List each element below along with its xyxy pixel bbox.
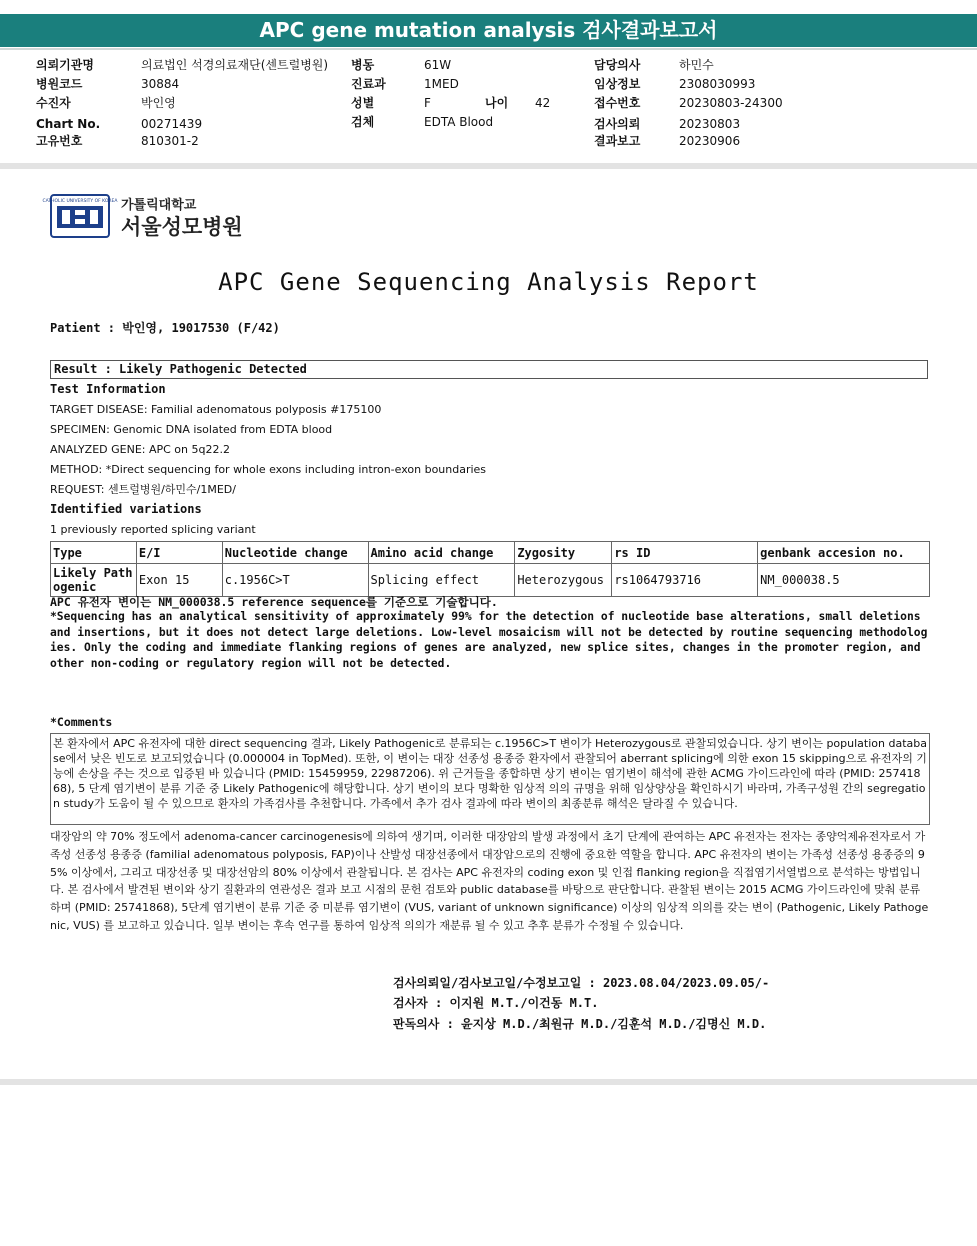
physicians: 판독의사 : 윤지상 M.D./최원규 M.D./김훈석 M.D./김명신 M.D.: [393, 1017, 767, 1031]
background-paragraph: 대장암의 약 70% 정도에서 adenoma-cancer carcinogenesis에 의하여 생기며, 이러한 대장암의 발생 과정에서 초기 단계에 관여하는 APC 유전자는 전자는 종양억제유전자로서 가족성 선종성 용종증 (familial adenomatous polyposis, FAP)이나 산발성 대장선종에서 대장암으로의 진행에 중요한 역할을 합니다. APC 유전자의 변이는 가족성 선종성 용종증의 95% 이상에서, 그리고 대장선종 및 대장선암의 80% 이상에서 관찰됩니다. 본 검사는 APC 유전자의 coding exon 및 인접 flanking region을 직접염기서열법으로 분석하는 방법입니다. 본 검사에서 발견된 변이와 상기 질환과의 연관성은 결과 보고 시점의 문헌 검토와 public database를 바탕으로 판단합니다. 관찰된 변이는 2015 ACMG 가이드라인에 맞춰 분류하며 (PMID: 25741868), 5단계 염기변이 분류 기준 중 미분류 염기변이 (VUS, variant of unknown significance) 이상의 임상적 의의를 갖는 변이 (Pathogenic, Likely Pathogenic, VUS) 를 보고하고 있습니다. 일부 변이는 후속 연구를 통하여 임상적 의의가 재분류 될 수 있고 추후 분류가 수정될 수 있습니다.: [50, 830, 929, 932]
report-dates: 검사의뢰일/검사보고일/수정보고일 : 2023.08.04/2023.09.05/-: [393, 976, 770, 990]
header-label: 병동: [351, 58, 375, 72]
header-value: 20230803: [679, 117, 741, 131]
table-cell: Likely Pathogenic: [51, 564, 137, 597]
header-value: 2308030993: [679, 77, 756, 91]
header-value: 61W: [424, 58, 452, 72]
header-label: 접수번호: [594, 96, 641, 110]
logo-university: 가톨릭대학교: [121, 198, 197, 213]
specimen: SPECIMEN: Genomic DNA isolated from EDTA blood: [50, 423, 333, 436]
table-cell: Splicing effect: [368, 564, 515, 597]
header-divider: [0, 163, 977, 169]
header-label: Chart No.: [36, 117, 101, 131]
table-header-cell: genbank accesion no.: [758, 542, 930, 564]
header-label: 성별: [351, 96, 375, 110]
report-title-bar: APC gene mutation analysis 검사결과보고서: [0, 14, 977, 47]
header-label: 수진자: [36, 96, 71, 110]
table-cell: Heterozygous: [515, 564, 612, 597]
logo-seal-text: CATHOLIC UNIVERSITY OF KOREA: [42, 199, 118, 204]
table-cell: Exon 15: [136, 564, 222, 597]
variations-heading: Identified variations: [50, 502, 202, 516]
sensitivity-note: *Sequencing has an analytical sensitivity of approximately 99% for the detection of nucleotide base alterations, small deletions and insertions, but it does not detect large deletions. Low-level mosaicism will not be detected by routine sequencing methodologies. Only the coding and immediate flanking regions of genes are analyzed, new splice sites, changes in the promoter region, and other non-coding or regulatory region will not be detected.: [50, 610, 928, 671]
header-value: 00271439: [141, 117, 203, 131]
variant-table: [50, 541, 930, 597]
header-divider-top: [0, 48, 977, 50]
table-header-cell: Type: [51, 542, 137, 564]
table-header-cell: E/I: [136, 542, 222, 564]
header-label: 나이: [485, 96, 509, 110]
header-value: 박인영: [141, 96, 176, 110]
header-label: 결과보고: [594, 134, 641, 148]
header-label: 의뢰기관명: [36, 58, 94, 72]
header-value: EDTA Blood: [424, 115, 494, 129]
header-label: 병원코드: [36, 77, 83, 91]
comments-box: 본 환자에서 APC 유전자에 대한 direct sequencing 결과, Likely Pathogenic로 분류되는 c.1956C>T 변이가 Heterozygous로 관찰되었습니다. 상기 변이는 population database에서 낮은 빈도로 보고되었습니다 (0.000004 in TopMed). 또한, 이 변이는 대장 선종성 용종증 환자에서 관찰되어 aberrant splicing에 의한 exon 15 skipping으로 유전자의 기능에 손상을 주는 것으로 입증된 바 있습니다 (PMID: 15459959, 22987206). 위 근거들을 종합하면 상기 변이는 염기변이 해석에 관한 ACMG 가이드라인에 따라 (PMID: 25741868), 5 단계 염기변이 분류 기준 중 Likely Pathogenic에 해당합니다. 상기 변이의 보다 명확한 임상적 의의 규명을 위해 임상양상을 확인하시기 바라며, 가족구성원 간의 segregation study가 도움이 될 수 있으므로 환자의 가족검사를 추천합니다. 가족에서 추가 검사 결과에 따라 변이의 최종분류 해석은 달라질 수 있습니다.: [50, 733, 930, 825]
table-cell: c.1956C>T: [222, 564, 368, 597]
header-value: 30884: [141, 77, 180, 91]
header-label: 진료과: [351, 77, 386, 91]
test-info-heading: Test Information: [50, 382, 166, 396]
reference-note: APC 유전자 변이는 NM_000038.5 reference sequence를 기준으로 기술합니다.: [50, 595, 498, 609]
header-value: 의료법인 석경의료재단(센트럴병원): [141, 58, 329, 72]
variations-summary: 1 previously reported splicing variant: [50, 523, 256, 536]
analyzed-gene: ANALYZED GENE: APC on 5q22.2: [50, 443, 230, 456]
header-value: 20230803-24300: [679, 96, 783, 110]
table-header-cell: Nucleotide change: [222, 542, 368, 564]
request: REQUEST: 센트럴병원/하민수/1MED/: [50, 483, 236, 496]
report-heading: APC Gene Sequencing Analysis Report: [218, 268, 759, 296]
patient-line: Patient : 박인영, 19017530 (F/42): [50, 321, 280, 335]
table-header-cell: Amino acid change: [368, 542, 515, 564]
comments-heading: *Comments: [50, 715, 113, 729]
header-label: 검체: [351, 115, 375, 129]
header-value: 20230906: [679, 134, 741, 148]
table-cell: NM_000038.5: [758, 564, 930, 597]
method: METHOD: *Direct sequencing for whole exons including intron-exon boundaries: [50, 463, 487, 476]
table-header-cell: rs ID: [612, 542, 758, 564]
header-value: 810301-2: [141, 134, 199, 148]
table-cell: rs1064793716: [612, 564, 758, 597]
footer-divider: [0, 1079, 977, 1085]
result-box: [50, 360, 928, 379]
logo-hospital: 서울성모병원: [121, 215, 243, 239]
header-value: 1MED: [424, 77, 459, 91]
result-text: Result : Likely Pathogenic Detected: [54, 362, 307, 376]
header-label: 담당의사: [594, 58, 641, 72]
technician: 검사자 : 이지원 M.T./이건동 M.T.: [393, 996, 599, 1010]
table-header-row: [51, 542, 930, 564]
table-row: [51, 564, 930, 597]
header-label: 검사의뢰: [594, 117, 641, 131]
table-header-cell: Zygosity: [515, 542, 612, 564]
header-value: 하민수: [679, 58, 714, 72]
hospital-logo-icon: [42, 194, 118, 238]
header-value: 42: [535, 96, 551, 110]
header-label: 고유번호: [36, 134, 83, 148]
header-label: 임상정보: [594, 77, 641, 91]
target-disease: TARGET DISEASE: Familial adenomatous polyposis #175100: [50, 403, 382, 416]
header-value: F: [424, 96, 431, 110]
